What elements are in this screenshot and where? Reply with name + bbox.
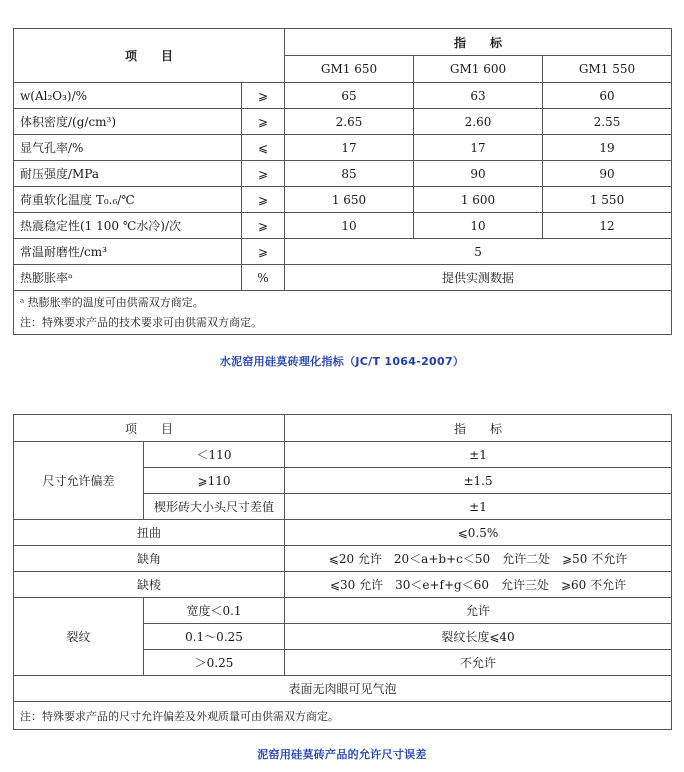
- cell: ⩽0.5%: [285, 520, 672, 546]
- row-label: 缺棱: [14, 572, 285, 598]
- table-row: [14, 213, 672, 239]
- table-row: [14, 442, 672, 468]
- row-name: 热震稳定性(1 100 ℃水冷)/次: [14, 213, 242, 239]
- row-name: 显气孔率/%: [14, 135, 242, 161]
- row-name: 荷重软化温度 T₀.₆/℃: [14, 187, 242, 213]
- row-op: ⩾: [242, 83, 285, 109]
- table-row: [14, 239, 672, 265]
- table-row: [14, 187, 672, 213]
- cell: 1 650: [285, 187, 414, 213]
- row-name: 耐压强度/MPa: [14, 161, 242, 187]
- row-label: 宽度＜0.1: [144, 598, 285, 624]
- size-group-label: 尺寸允许偏差: [14, 442, 144, 520]
- table-row: [14, 265, 672, 291]
- cell: ⩽20 允许 20＜a+b+c＜50 允许二处 ⩾50 不允许: [285, 546, 672, 572]
- row-label: 楔形砖大小头尺寸差值: [144, 494, 285, 520]
- row-op: ⩽: [242, 135, 285, 161]
- table-row: [14, 676, 672, 702]
- cell: ±1: [285, 442, 672, 468]
- cell: 10: [285, 213, 414, 239]
- cell: 60: [543, 83, 672, 109]
- table-row: [14, 598, 672, 624]
- row-op: ⩾: [242, 109, 285, 135]
- cell: 2.55: [543, 109, 672, 135]
- note-a: ᵃ 热膨胀率的温度可由供需双方商定。: [20, 295, 204, 309]
- row-name: 体积密度/(g/cm³): [14, 109, 242, 135]
- grade-2: GM1 600: [414, 56, 543, 83]
- cell: 17: [285, 135, 414, 161]
- header-index: 指 标: [285, 415, 672, 442]
- row-label: ＜110: [144, 442, 285, 468]
- row-label: ⩾110: [144, 468, 285, 494]
- row-label: 缺角: [14, 546, 285, 572]
- header-item: 项 目: [14, 415, 285, 442]
- table-note: 注：特殊要求产品的尺寸允许偏差及外观质量可由供需双方商定。: [14, 702, 672, 730]
- surface-row: 表面无肉眼可见气泡: [14, 676, 672, 702]
- header-item: 项 目: [14, 29, 285, 83]
- row-op: ⩾: [242, 187, 285, 213]
- cell: 65: [285, 83, 414, 109]
- cell: 19: [543, 135, 672, 161]
- cell: 10: [414, 213, 543, 239]
- cell: 不允许: [285, 650, 672, 676]
- cell: 1 600: [414, 187, 543, 213]
- table-row: [14, 520, 672, 546]
- row-op: ⩾: [242, 213, 285, 239]
- table-notes: [14, 291, 672, 335]
- cell: 允许: [285, 598, 672, 624]
- cell: ±1: [285, 494, 672, 520]
- table-row: [14, 135, 672, 161]
- note-b: 注：特殊要求产品的技术要求可由供需双方商定。: [20, 315, 262, 329]
- cell: 1 550: [543, 187, 672, 213]
- row-name: 热膨胀率ᵃ: [14, 265, 242, 291]
- cell: 裂纹长度⩽40: [285, 624, 672, 650]
- cell: ⩽30 允许 30＜e+f+g＜60 允许三处 ⩾60 不允许: [285, 572, 672, 598]
- row-op: ⩾: [242, 239, 285, 265]
- cell: 90: [414, 161, 543, 187]
- row-op: %: [242, 265, 285, 291]
- caption-2: 泥窑用硅莫砖产品的允许尺寸误差: [257, 748, 427, 761]
- caption-1: 水泥窑用硅莫砖理化指标（JC/T 1064-2007）: [219, 355, 465, 368]
- row-name: w(Al₂O₃)/%: [14, 83, 242, 109]
- crack-group-label: 裂纹: [14, 598, 144, 676]
- cell: 5: [285, 239, 672, 265]
- table-row: [14, 572, 672, 598]
- table-row: [14, 83, 672, 109]
- cell: 63: [414, 83, 543, 109]
- cell: 17: [414, 135, 543, 161]
- row-label: ＞0.25: [144, 650, 285, 676]
- cell: 2.60: [414, 109, 543, 135]
- cell: 90: [543, 161, 672, 187]
- row-name: 常温耐磨性/cm³: [14, 239, 242, 265]
- table-row: [14, 546, 672, 572]
- cell: 12: [543, 213, 672, 239]
- grade-3: GM1 550: [543, 56, 672, 83]
- cell: 2.65: [285, 109, 414, 135]
- table-row: [14, 109, 672, 135]
- cell: 提供实测数据: [285, 265, 672, 291]
- cell: ±1.5: [285, 468, 672, 494]
- cell: 85: [285, 161, 414, 187]
- header-index: 指 标: [285, 29, 672, 56]
- grade-1: GM1 650: [285, 56, 414, 83]
- row-label: 扭曲: [14, 520, 285, 546]
- row-op: ⩾: [242, 161, 285, 187]
- row-label: 0.1～0.25: [144, 624, 285, 650]
- tolerance-table: [13, 414, 672, 730]
- physicochemical-table: [13, 28, 672, 335]
- table-row: [14, 161, 672, 187]
